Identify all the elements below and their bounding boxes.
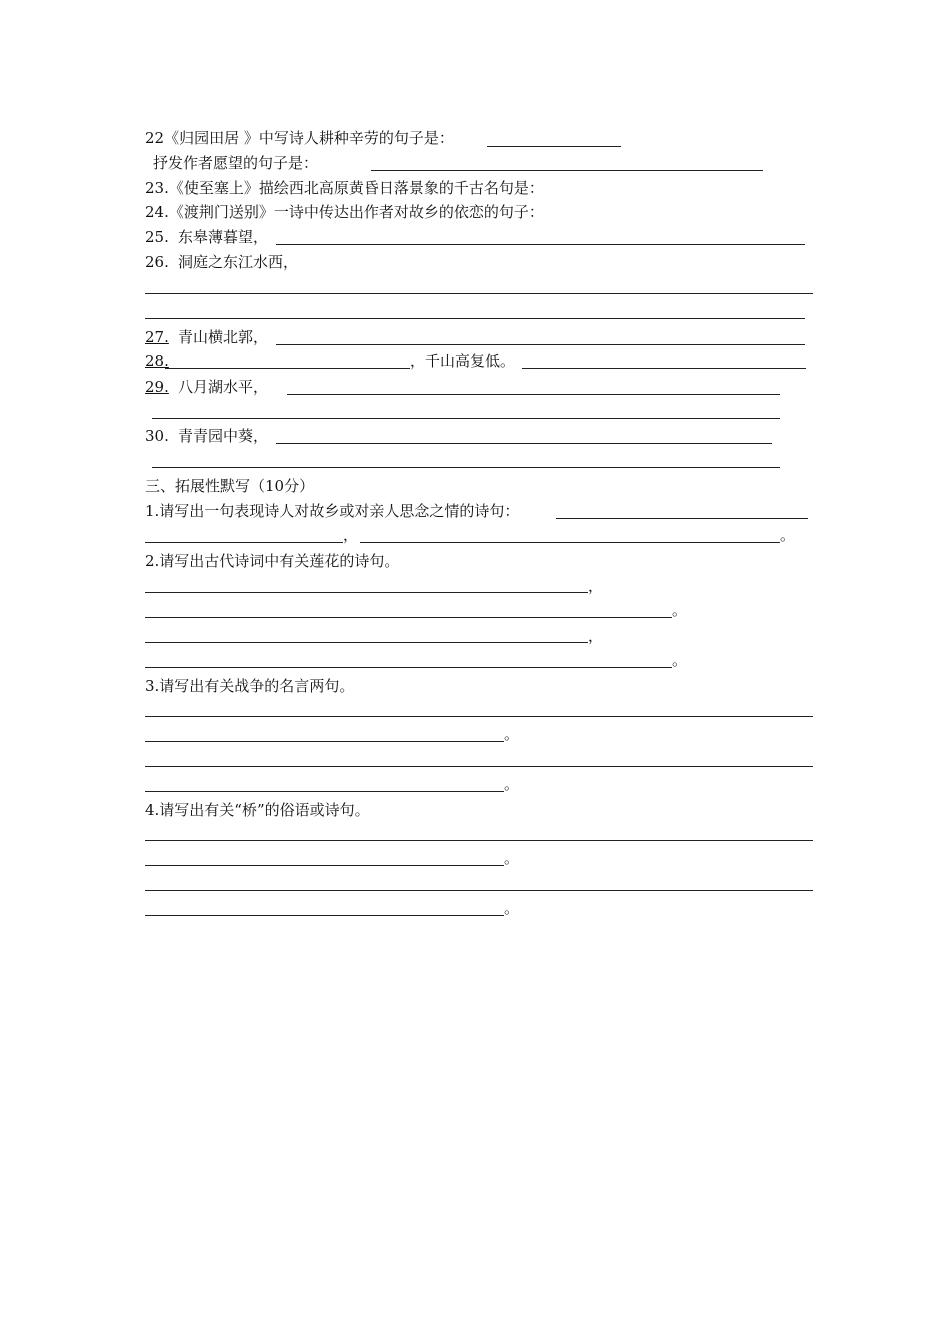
period: 。 (504, 775, 520, 793)
period: 。 (780, 526, 796, 544)
answer-blank[interactable] (360, 542, 780, 543)
q22-line2: 抒发作者愿望的句子是： (153, 154, 319, 172)
answer-blank[interactable] (145, 592, 588, 593)
answer-blank[interactable] (276, 244, 805, 245)
answer-blank[interactable] (145, 915, 504, 916)
answer-blank[interactable] (145, 716, 813, 717)
period: 。 (672, 601, 688, 619)
answer-blank[interactable] (145, 865, 504, 866)
answer-blank[interactable] (145, 293, 813, 294)
q29-text: 八月湖水平， (178, 378, 269, 396)
prompt-4: 4.请写出有关“桥”的俗语或诗句。 (145, 801, 370, 819)
answer-blank[interactable] (145, 840, 813, 841)
q25-number: 25. (145, 228, 169, 246)
answer-blank[interactable] (145, 667, 672, 668)
answer-blank[interactable] (145, 766, 813, 767)
q28-number: 28. (145, 352, 169, 370)
q30-number: 30. (145, 427, 169, 445)
prompt-1: 1.请写出一句表现诗人对故乡或对亲人思念之情的诗句： (145, 502, 520, 520)
q28-text: ，千山高复低。 (410, 352, 516, 370)
answer-blank[interactable] (145, 642, 588, 643)
section-heading: 三、拓展性默写（10分） (145, 477, 315, 495)
answer-blank[interactable] (145, 741, 504, 742)
period: 。 (504, 849, 520, 867)
q25-text: 东皋薄暮望， (178, 228, 269, 246)
q26-number: 26. (145, 253, 169, 271)
period: 。 (504, 899, 520, 917)
q27-text: 青山横北郭， (178, 328, 269, 346)
comma: ， (588, 627, 604, 645)
answer-blank[interactable] (371, 170, 763, 171)
answer-blank[interactable] (145, 890, 813, 891)
q29-number: 29. (145, 378, 169, 396)
answer-blank[interactable] (145, 791, 504, 792)
q30-text: 青青园中葵， (178, 427, 269, 445)
answer-blank[interactable] (487, 146, 621, 147)
period: 。 (672, 651, 688, 669)
answer-blank[interactable] (165, 368, 410, 369)
prompt-2: 2.请写出古代诗词中有关莲花的诗句。 (145, 552, 400, 570)
comma: ， (343, 526, 359, 544)
answer-blank[interactable] (556, 518, 808, 519)
q23-text: 23.《使至塞上》描绘西北高原黄昏日落景象的千古名句是： (145, 179, 544, 197)
q22-line1: 22《归园田居 》中写诗人耕种辛劳的句子是： (145, 129, 454, 147)
period: 。 (504, 725, 520, 743)
comma: ， (588, 577, 604, 595)
prompt-3: 3.请写出有关战争的名言两句。 (145, 677, 355, 695)
answer-blank[interactable] (152, 418, 780, 419)
answer-blank[interactable] (145, 617, 672, 618)
answer-blank[interactable] (145, 318, 805, 319)
answer-blank[interactable] (145, 542, 343, 543)
answer-blank[interactable] (276, 344, 805, 345)
q27-number: 27. (145, 328, 169, 346)
answer-blank[interactable] (276, 443, 772, 444)
q26-text: 洞庭之东江水西， (178, 253, 299, 271)
q24-text: 24.《渡荆门送别》一诗中传达出作者对故乡的依恋的句子： (145, 203, 544, 221)
answer-blank[interactable] (287, 394, 780, 395)
answer-blank[interactable] (152, 467, 780, 468)
answer-blank[interactable] (522, 368, 806, 369)
